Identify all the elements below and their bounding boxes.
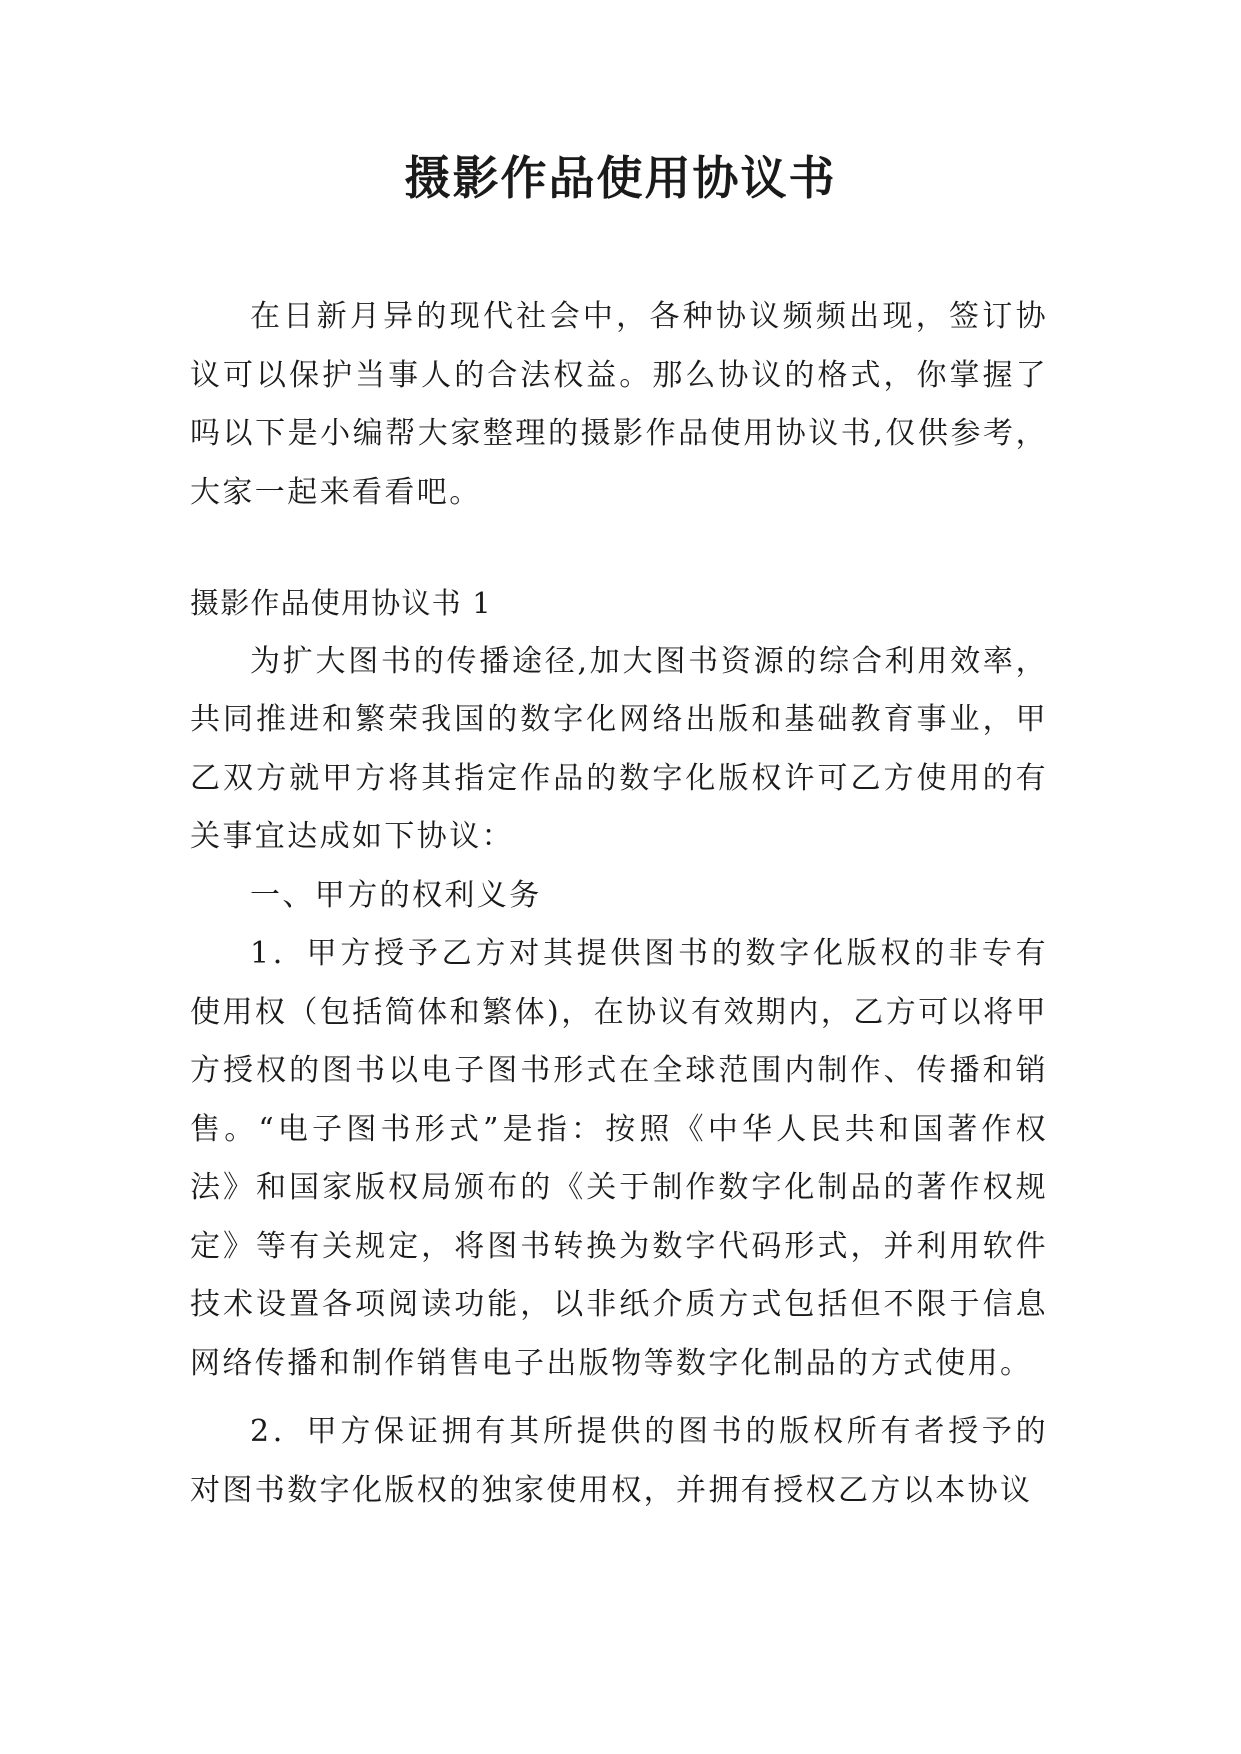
document-body bbox=[190, 288, 1048, 1520]
body-paragraph: 1．甲方授予乙方对其提供图书的数字化版权的非专有使用权（包括简体和繁体)，在协议有效期内，乙方可以将甲方授权的图书以电子图书形式在全球范围内制作、传播和销售。“电子图书形式”是指：按照《中华人民共和国著作权法》和国家版权局颁布的《关于制作数字化制品的著作权规定》等有关规定，将图书转换为数字代码形式，并利用软件技术设置各项阅读功能，以非纸介质方式包括但不限于信息网络传播和制作销售电子出版物等数字化制品的方式使用。 bbox=[190, 936, 1048, 1381]
body-paragraph: 2．甲方保证拥有其所提供的图书的版权所有者授予的对图书数字化版权的独家使用权，并拥有授权乙方以本协议 bbox=[190, 1414, 1048, 1508]
clause-heading: 一、甲方的权利义务 bbox=[250, 877, 542, 913]
intro-paragraph: 在日新月异的现代社会中，各种协议频频出现，签订协议可以保护当事人的合法权益。那么协议的格式，你掌握了吗以下是小编帮大家整理的摄影作品使用协议书,仅供参考，大家一起来看看吧。 bbox=[190, 299, 1048, 510]
document-title: 摄影作品使用协议书 bbox=[404, 151, 837, 205]
body-paragraph: 为扩大图书的传播途径,加大图书资源的综合利用效率，共同推进和繁荣我国的数字化网络出版和基础教育事业，甲乙双方就甲方将其指定作品的数字化版权许可乙方使用的有关事宜达成如下协议： bbox=[190, 643, 1048, 854]
section-title: 摄影作品使用协议书 1 bbox=[190, 586, 492, 620]
